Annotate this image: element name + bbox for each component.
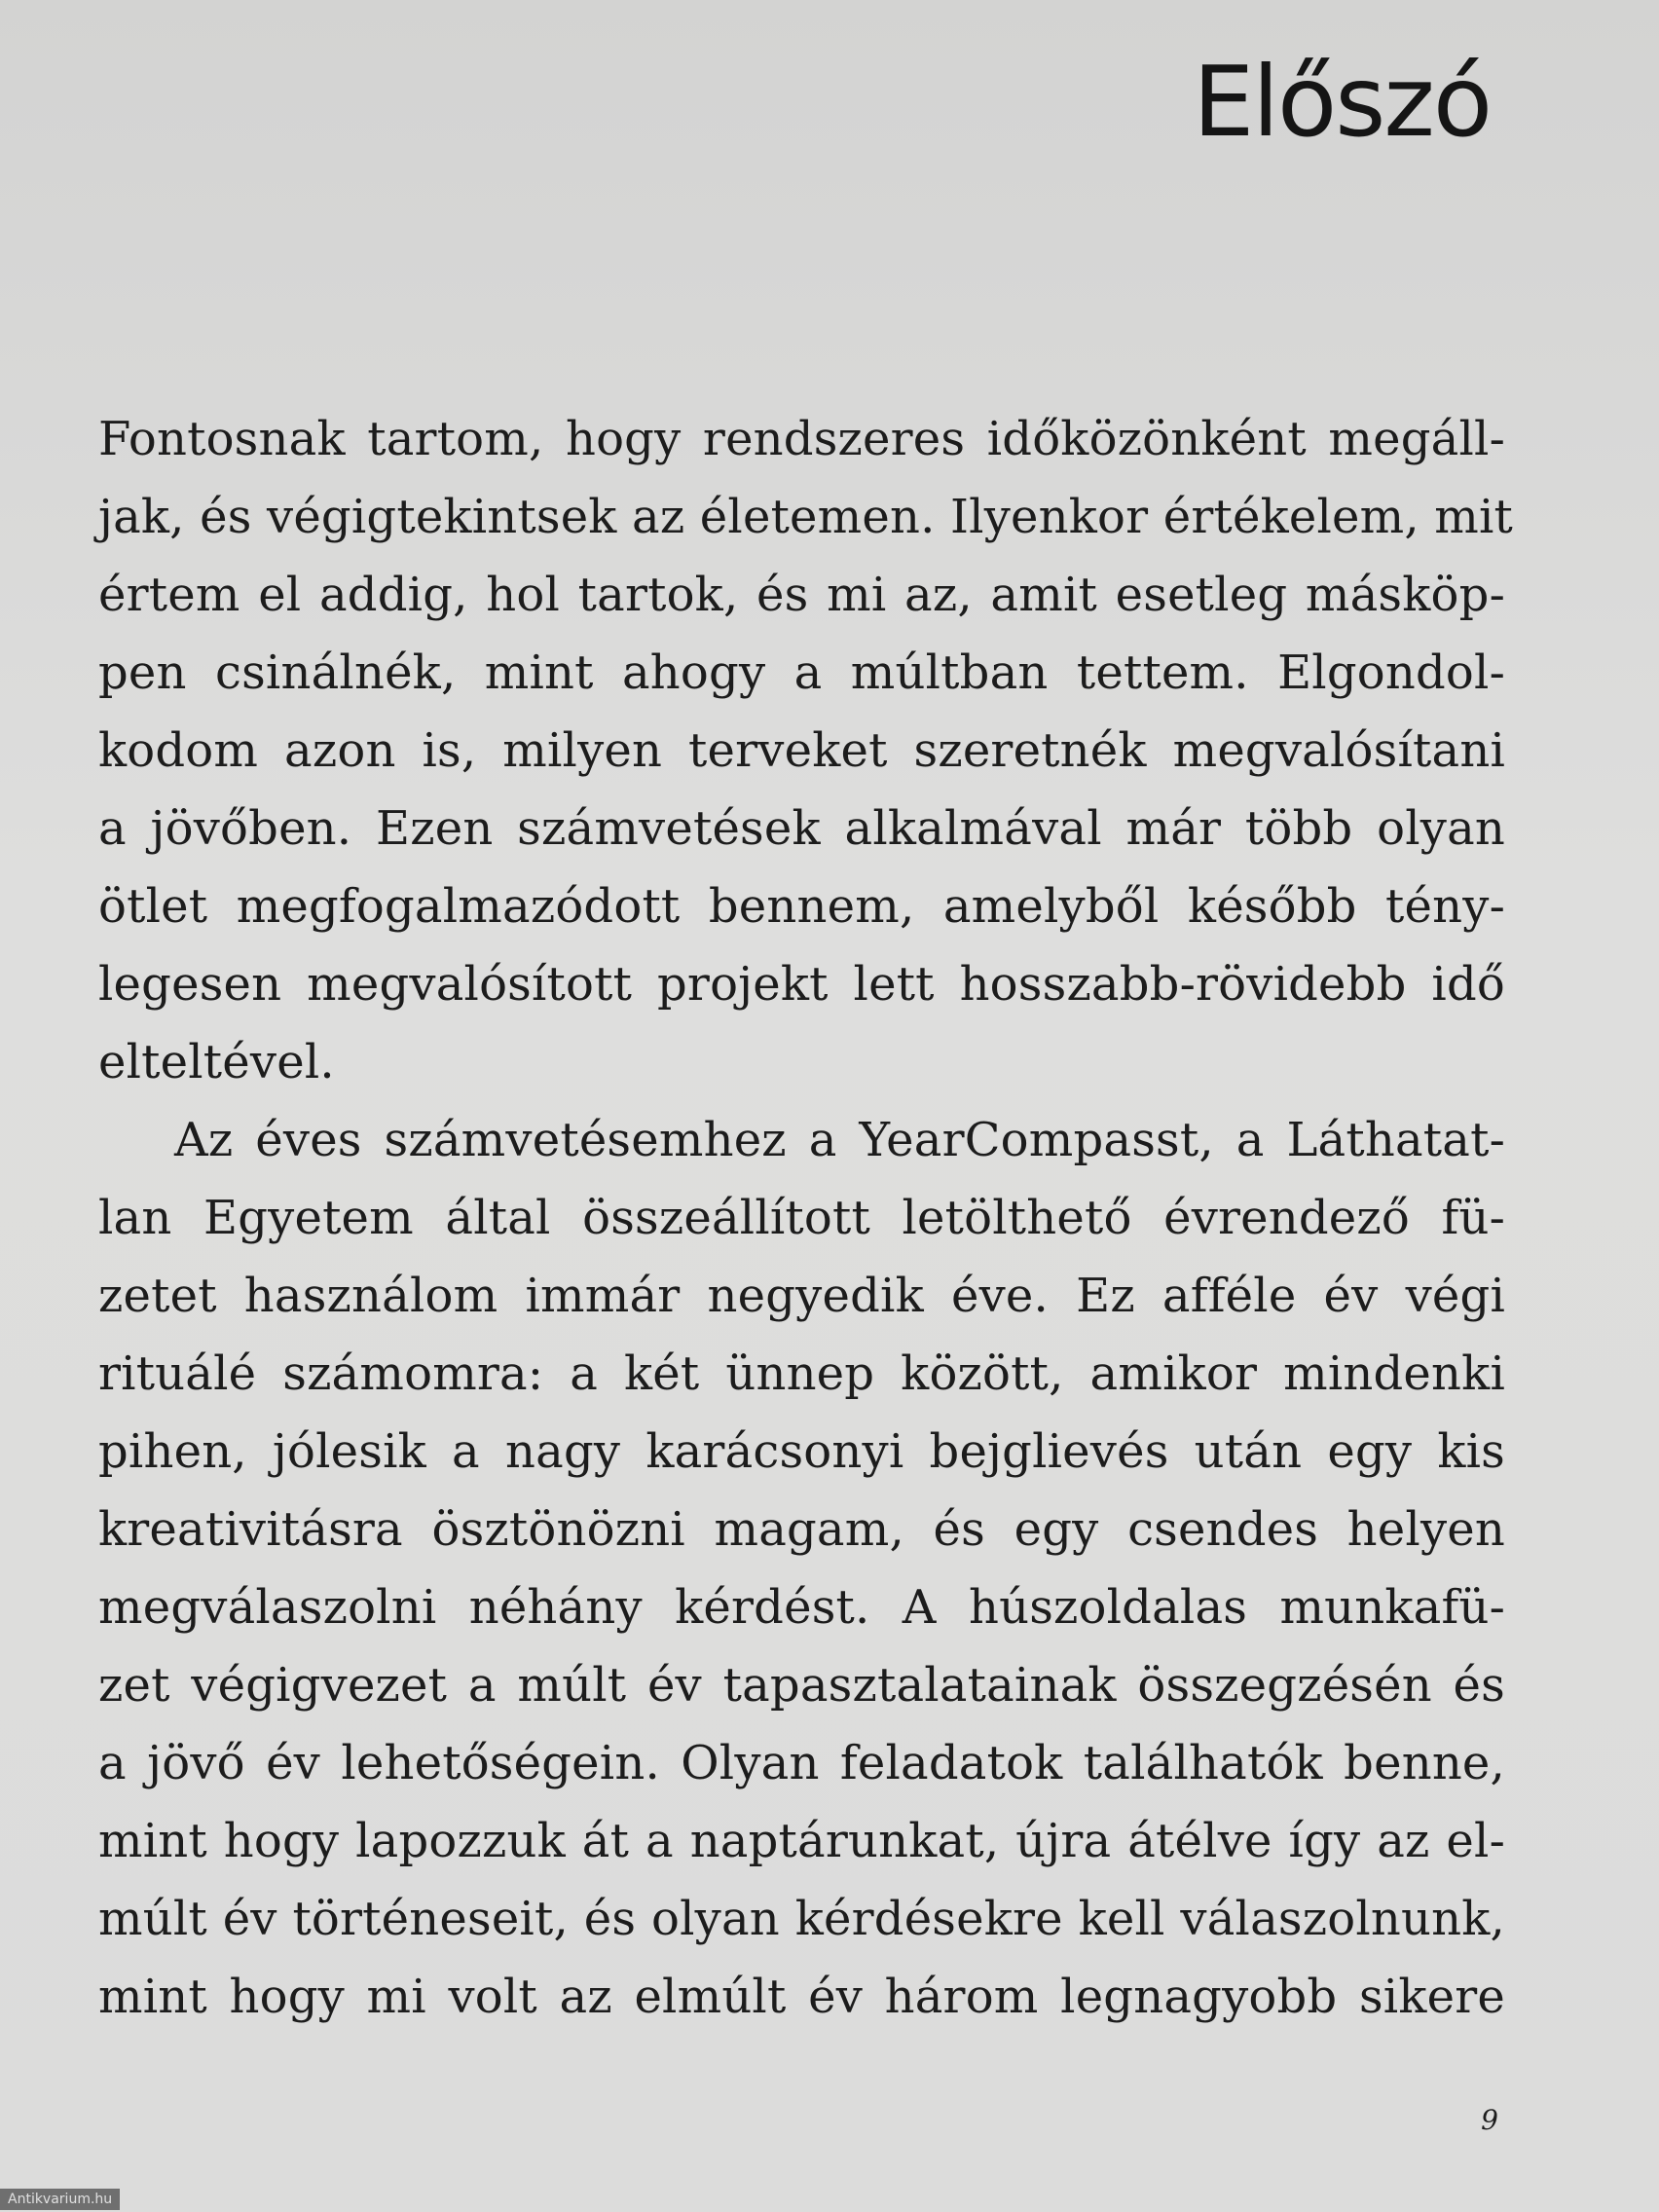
text-line: mint hogy lapozzuk át a naptárunkat, újra átélve így az el- [98, 1814, 1505, 1868]
text-line: jak, és végigtekintsek az életemen. Ilyenkor értékelem, mit [98, 490, 1514, 544]
text-line: megválaszolni néhány kérdést. A húszoldalas munkafü- [98, 1580, 1505, 1635]
text-line: múlt év történeseit, és olyan kérdésekre kell válaszolnunk, [98, 1892, 1505, 1946]
text-line: a jövő év lehetőségein. Olyan feladatok találhatók benne, [98, 1736, 1505, 1790]
text-line: kreativitásra ösztönözni magam, és egy csendes helyen [98, 1502, 1505, 1557]
text-line: legesen megvalósított projekt lett hosszabb-rövidebb idő [98, 957, 1505, 1012]
text-line: elteltével. [98, 1035, 335, 1089]
text-line: pihen, jólesik a nagy karácsonyi bejglievés után egy kis [98, 1424, 1505, 1479]
text-line: lan Egyetem által összeállított letölthető évrendező fü- [98, 1191, 1505, 1245]
text-line: Fontosnak tartom, hogy rendszeres időközönként megáll- [98, 412, 1505, 466]
page-number: 9 [1481, 2104, 1498, 2136]
text-line: rituálé számomra: a két ünnep között, amikor mindenki [98, 1346, 1505, 1401]
text-line: ötlet megfogalmazódott bennem, amelyből később tény- [98, 879, 1505, 934]
text-line: kodom azon is, milyen terveket szeretnék megvalósítani [98, 723, 1505, 778]
text-line: zet végigvezet a múlt év tapasztalatainak összegzésén és [98, 1658, 1505, 1713]
text-line: értem el addig, hol tartok, és mi az, amit esetleg másköp- [98, 568, 1505, 622]
body-text [98, 400, 1514, 2036]
text-line: pen csinálnék, mint ahogy a múltban tettem. Elgondol- [98, 645, 1505, 700]
text-line: Az éves számvetésemhez a YearCompasst, a Láthatat- [174, 1113, 1505, 1167]
text-line: zetet használom immár negyedik éve. Ez afféle év végi [98, 1269, 1505, 1323]
watermark: Antikvarium.hu [0, 2189, 120, 2210]
text-line: mint hogy mi volt az elmúlt év három legnagyobb sikere [98, 1970, 1505, 2024]
chapter-title: Előszó [1193, 45, 1491, 159]
text-line: a jövőben. Ezen számvetések alkalmával már több olyan [98, 801, 1505, 856]
